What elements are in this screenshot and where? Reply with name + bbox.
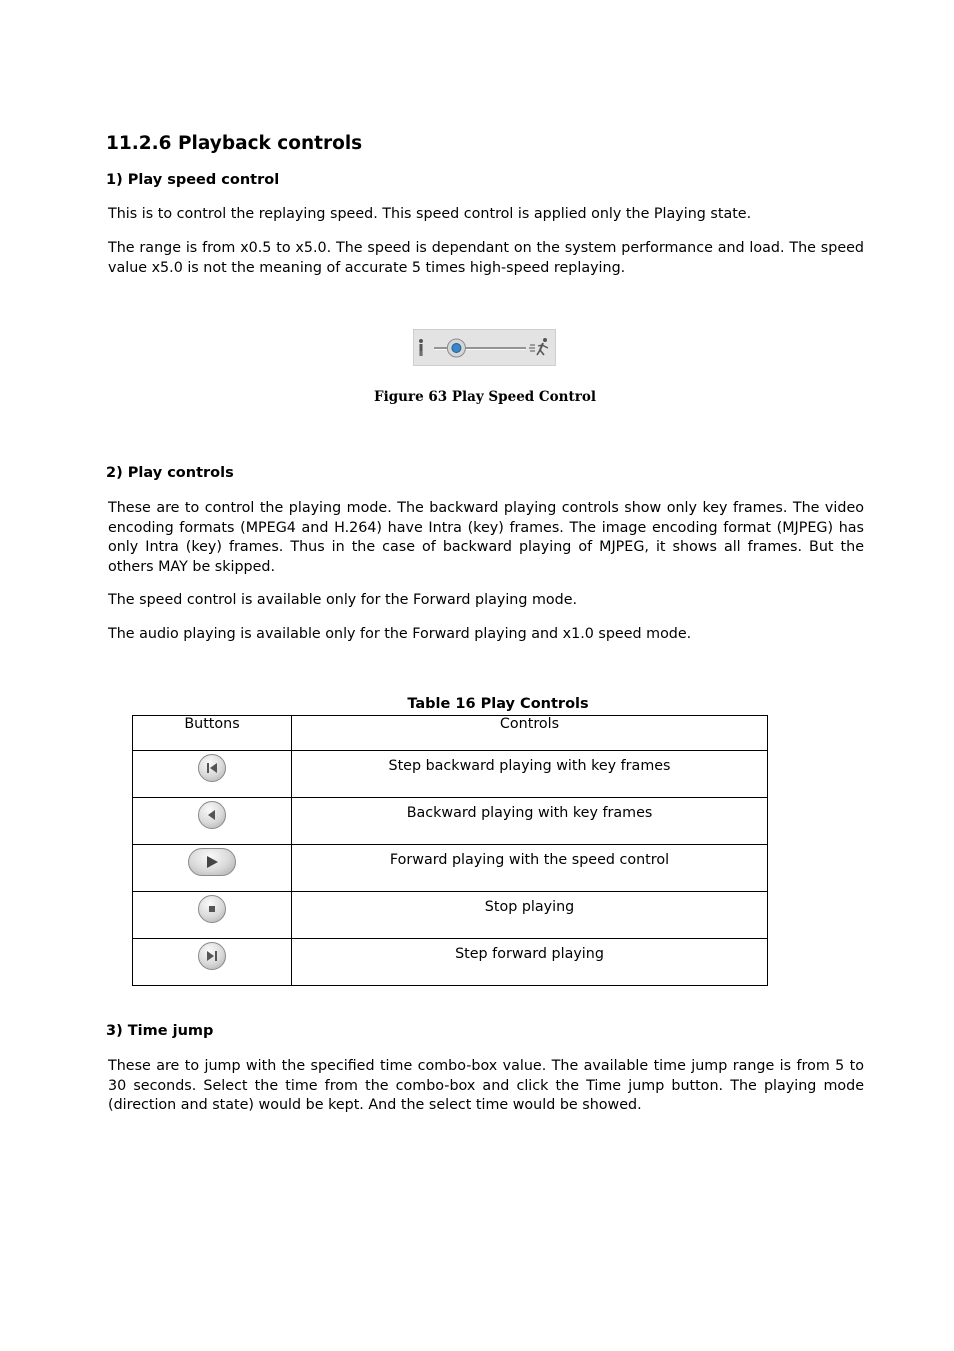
play-controls-heading: 2) Play controls	[106, 465, 234, 481]
play-speed-heading: 1) Play speed control	[106, 172, 280, 188]
play-controls-table	[132, 715, 768, 986]
play-controls-paragraph-2: The speed control is available only for the Forward playing mode.	[108, 592, 578, 608]
figure-caption: Figure 63 Play Speed Control	[374, 389, 596, 405]
table-row	[133, 845, 768, 892]
play-speed-slider[interactable]	[413, 329, 556, 366]
backward-play-icon	[198, 801, 226, 829]
control-description: Step forward playing	[455, 946, 604, 962]
step-forward-icon	[198, 942, 226, 970]
time-jump-heading: 3) Time jump	[106, 1023, 214, 1039]
control-description: Forward playing with the speed control	[389, 852, 670, 868]
play-speed-paragraph-1: This is to control the replaying speed. This speed control is applied only the Playing state.	[108, 206, 752, 222]
table-row	[133, 892, 768, 939]
table-row	[133, 751, 768, 798]
walking-person-icon	[419, 339, 423, 356]
section-heading: 11.2.6 Playback controls	[106, 133, 363, 154]
play-controls-paragraph-3: The audio playing is available only for the Forward playing and x1.0 speed mode.	[108, 626, 692, 642]
forward-play-icon	[188, 848, 236, 876]
control-description: Step backward playing with key frames	[388, 758, 671, 774]
table-header-row	[133, 716, 768, 751]
table-row	[133, 798, 768, 845]
header-controls: Controls	[292, 716, 768, 751]
play-speed-slider-graphic	[414, 330, 555, 365]
stop-icon	[198, 895, 226, 923]
control-description: Backward playing with key frames	[406, 805, 653, 821]
step-backward-icon	[198, 754, 226, 782]
time-jump-paragraph-1: These are to jump with the specified time combo-box value. The available time jump range is from 5 to 30 seconds. Select the time from the combo-box and click the Time jump button. The playing mode (direction and state) would be kept. And the select time would be showed.	[108, 1058, 864, 1114]
header-buttons: Buttons	[133, 716, 292, 751]
play-speed-paragraph-2: The range is from x0.5 to x5.0. The speed is dependant on the system performance and load. The speed value x5.0 is not the meaning of accurate 5 times high-speed replaying.	[108, 240, 864, 276]
slider-thumb	[447, 339, 465, 357]
control-description: Stop playing	[484, 899, 575, 915]
running-person-icon	[529, 338, 548, 355]
table-caption: Table 16 Play Controls	[407, 696, 589, 712]
play-controls-paragraph-1: These are to control the playing mode. The backward playing controls show only key frames. The video encoding formats (MPEG4 and H.264) have Intra (key) frames. The image encoding format (MJPEG) has only Intra (key) frames. Thus in the case of backward playing of MJPEG, it shows all frames. But the others MAY be skipped.	[108, 500, 864, 575]
table-row	[133, 939, 768, 986]
